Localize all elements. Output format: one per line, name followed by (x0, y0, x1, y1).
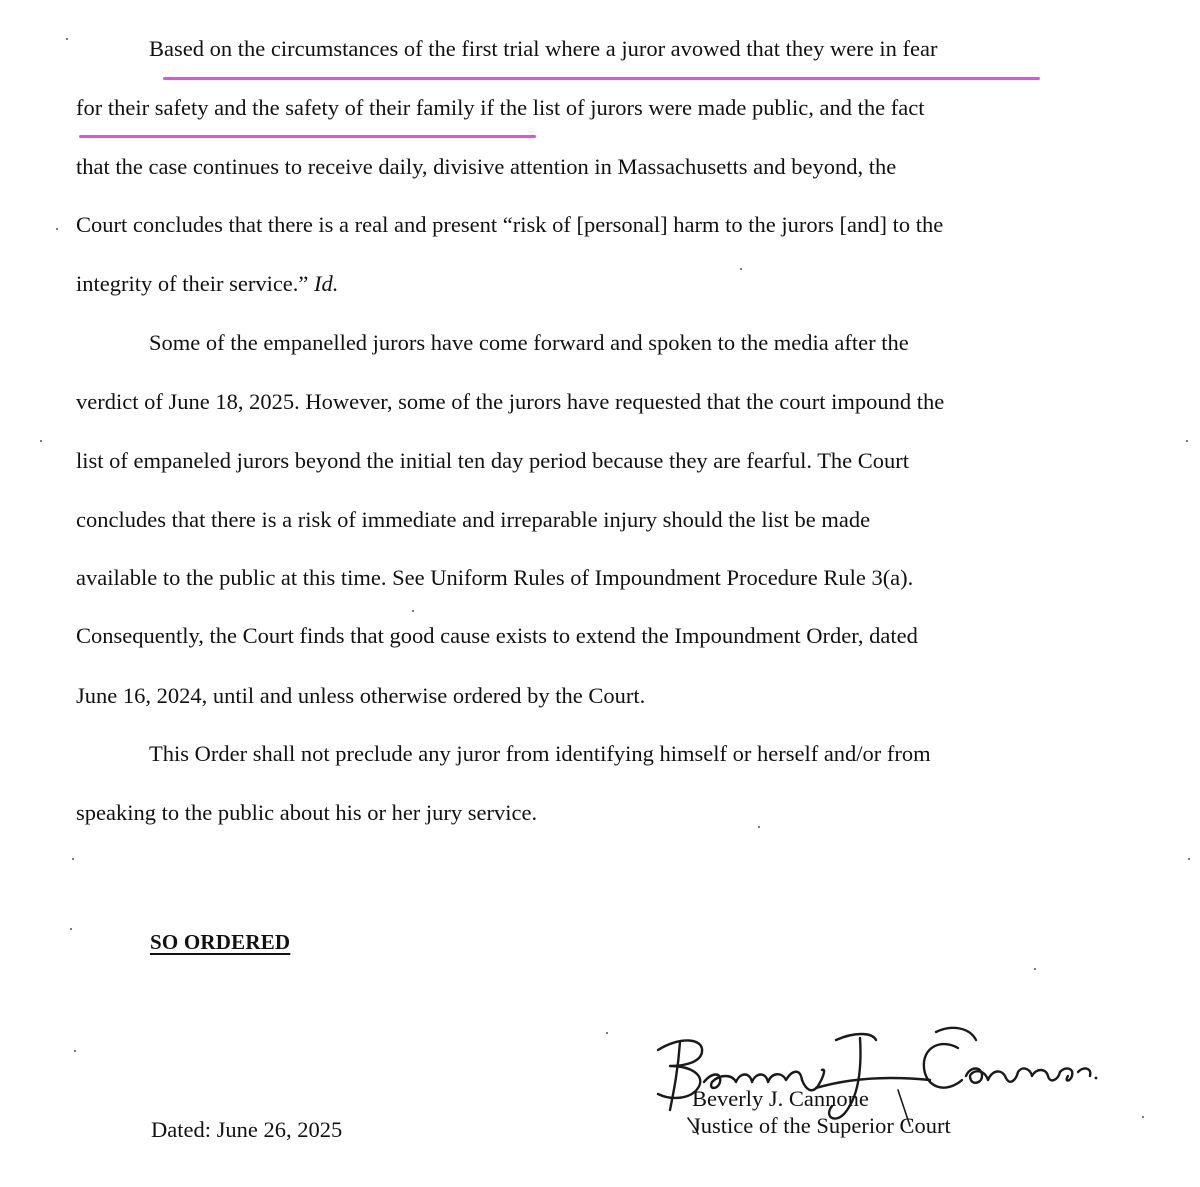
scan-speck (412, 610, 414, 612)
pink-underline-mark-2 (79, 135, 536, 138)
scan-speck (74, 1050, 76, 1052)
scan-speck (70, 928, 72, 930)
paragraph-2-line-3: list of empaneled jurors beyond the initial ten day period because they are fearful. The Court (76, 448, 910, 473)
scan-speck (1034, 968, 1036, 970)
scan-speck (1188, 858, 1190, 860)
scan-speck (606, 1032, 608, 1034)
scan-speck (758, 826, 760, 828)
citation-id: Id. (314, 271, 339, 296)
paragraph-3-line-2: speaking to the public about his or her jury service. (76, 800, 538, 825)
paragraph-2-line-6: Consequently, the Court finds that good cause exists to extend the Impoundment Order, dated (76, 623, 918, 648)
scan-speck (66, 38, 68, 40)
paragraph-1-line-3: that the case continues to receive daily, divisive attention in Massachusetts and beyond, the (76, 154, 897, 179)
paragraph-1-line-1: Based on the circumstances of the first trial where a juror avowed that they were in fear (149, 36, 938, 61)
scan-speck (1186, 440, 1188, 442)
paragraph-1-line-4: Court concludes that there is a real and present “risk of [personal] harm to the jurors [and] to the (76, 212, 944, 237)
paragraph-1-line-5 (76, 273, 338, 296)
scan-speck (40, 440, 42, 442)
scan-speck (56, 228, 58, 230)
pink-underline-mark-1 (163, 77, 1040, 80)
paragraph-1-line-2: for their safety and the safety of their family if the list of jurors were made public, and the fact (76, 95, 925, 120)
so-ordered-heading: SO ORDERED (150, 930, 291, 954)
scan-speck (72, 858, 74, 860)
paragraph-2-line-5: available to the public at this time. See Uniform Rules of Impoundment Procedure Rule 3(a). (76, 565, 914, 590)
paragraph-2-line-2: verdict of June 18, 2025. However, some of the jurors have requested that the court impound the (76, 389, 945, 414)
scan-speck (1142, 1116, 1144, 1118)
signatory-name: Beverly J. Cannone (692, 1086, 869, 1111)
dated-line: Dated: June 26, 2025 (151, 1117, 343, 1142)
paragraph-1-line-5-text: integrity of their service.” (76, 271, 315, 296)
scan-speck (740, 268, 742, 270)
paragraph-2-line-4: concludes that there is a risk of immediate and irreparable injury should the list be made (76, 507, 871, 532)
paragraph-3-line-1: This Order shall not preclude any juror from identifying himself or herself and/or from (149, 741, 931, 766)
signature-dot (1095, 1077, 1098, 1080)
signatory-title: Justice of the Superior Court (692, 1113, 951, 1138)
paragraph-2-line-7: June 16, 2024, until and unless otherwise ordered by the Court. (76, 683, 646, 708)
paragraph-2-line-1: Some of the empanelled jurors have come forward and spoken to the media after the (149, 330, 909, 355)
